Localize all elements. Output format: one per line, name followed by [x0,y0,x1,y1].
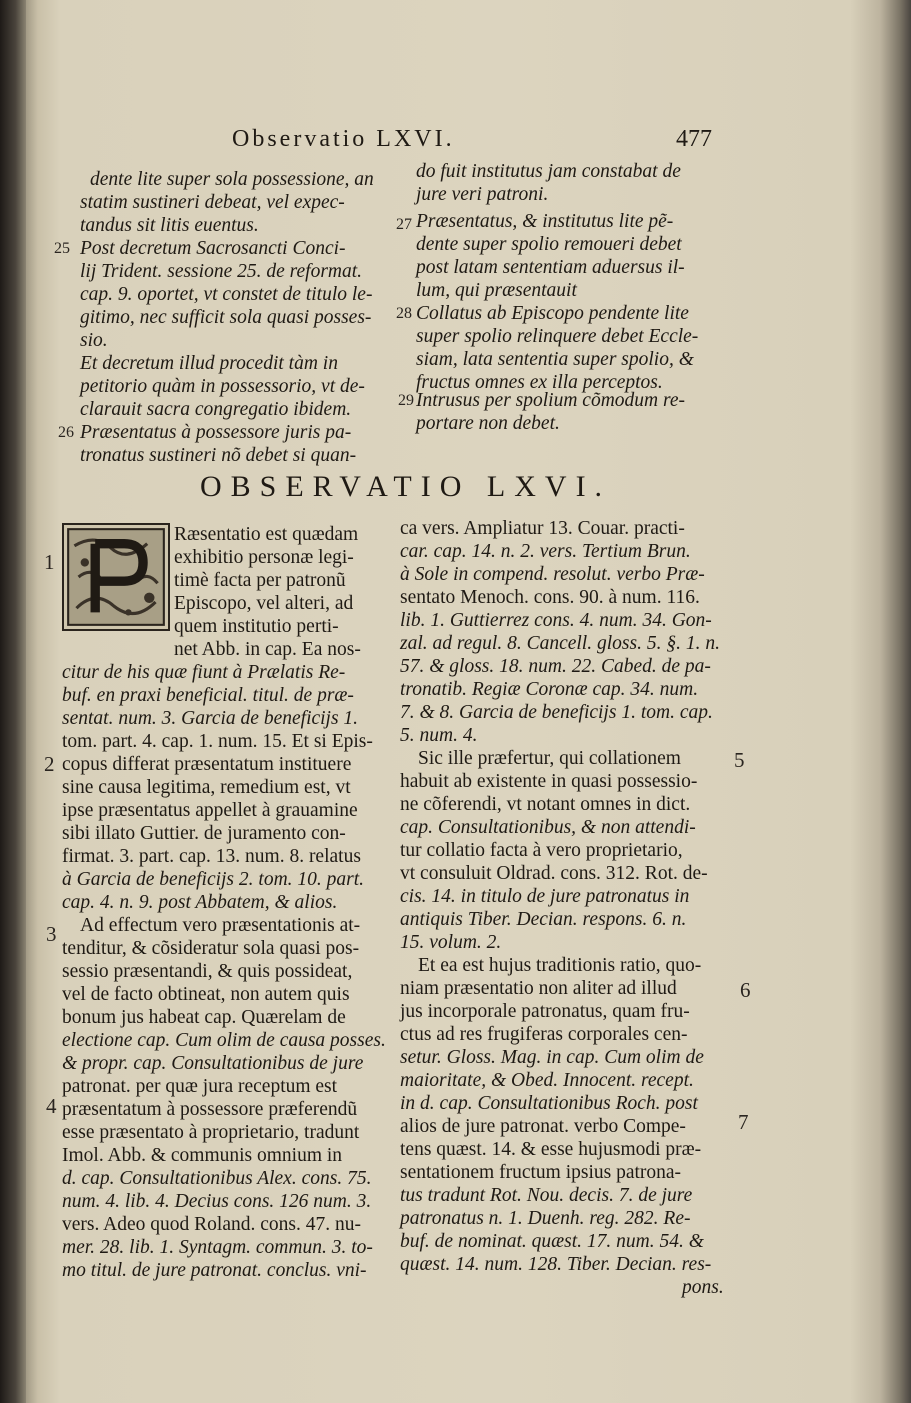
body-line: Sic ille præfertur, qui collationem [418,748,681,769]
body-line: 5. num. 4. [400,725,478,746]
body-line: niam præsentatio non aliter ad illud [400,978,677,999]
body-line: 57. & gloss. 18. num. 22. Cabed. de pa- [400,656,711,677]
summary-line: super spolio relinquere debet Eccle- [416,326,699,347]
body-line: timè facta per patronũ [174,570,346,591]
book-gutter [0,0,26,1403]
body-line: tenditur, & cõsideratur sola quasi pos- [62,938,360,959]
summary-line: lij Trident. sessione 25. de reformat. [80,261,363,282]
margin-number: 2 [44,752,55,776]
summary-line: lum, qui præsentauit [416,280,577,301]
body-line: d. cap. Consultationibus Alex. cons. 75. [62,1168,372,1189]
body-line: Et ea est hujus traditionis ratio, quo- [418,955,702,976]
decorated-initial-p-icon [62,523,170,631]
margin-number: 4 [46,1094,57,1118]
body-line: zal. ad regul. 8. Cancell. gloss. 5. §. 1. n. [400,633,720,654]
body-line: sentationem fructum ipsius patrona- [400,1162,682,1183]
body-line: tur collatio facta à vero proprietario, [400,840,683,861]
body-line: bonum jus habeat cap. Quærelam de [62,1007,346,1028]
body-line: pons. [682,1277,724,1298]
summary-line: clarauit sacra congregatio ibidem. [80,399,352,420]
body-line: cap. 4. n. 9. post Abbatem, & alios. [62,892,338,913]
summary-line: siam, lata sententia super spolio, & [416,349,694,370]
summary-line: dente lite super sola possessione, an [90,169,374,190]
page-number: 477 [676,126,712,152]
body-line: maioritate, & Obed. Innocent. recept. [400,1070,694,1091]
summary-line: Præsentatus à possessore juris pa- [80,422,352,443]
body-line: ne cõferendi, vt notant omnes in dict. [400,794,691,815]
body-line: vers. Adeo quod Roland. cons. 47. nu- [62,1214,361,1235]
body-line: vt consuluit Oldrad. cons. 312. Rot. de- [400,863,708,884]
summary-line: Collatus ab Episcopo pendente lite [416,303,689,324]
margin-number: 3 [46,922,57,946]
body-line: jus incorporale patronatus, quam fru- [400,1001,690,1022]
running-title: Observatio LXVI. [232,126,455,152]
summary-number: 25 [54,240,70,257]
body-line: citur de his quæ fiunt à Prælatis Re- [62,662,346,683]
body-line: Ad effectum vero præsentationis at- [80,915,361,936]
body-line: car. cap. 14. n. 2. vers. Tertium Brun. [400,541,691,562]
summary-line: Intrusus per spolium cõmodum re- [416,390,686,411]
observation-heading: OBSERVATIO LXVI. [200,470,612,503]
summary-line: do fuit institutus jam constabat de [416,161,681,182]
body-line: patronat. per quæ jura receptum est [62,1076,338,1097]
body-line: mer. 28. lib. 1. Syntagm. commun. 3. to- [62,1237,373,1258]
summary-line: jure veri patroni. [416,184,549,205]
body-line: lib. 1. Guttierrez cons. 4. num. 34. Gon- [400,610,712,631]
margin-number: 5 [734,748,745,772]
summary-line: gitimo, nec sufficit sola quasi posses- [80,307,372,328]
body-line: vel de facto obtineat, non autem quis [62,984,350,1005]
body-line: esse præsentato à proprietario, tradunt [62,1122,360,1143]
body-line: copus differat præsentatum instituere [62,754,352,775]
summary-line: statim sustineri debeat, vel expec- [80,192,345,213]
body-line: Episcopo, vel alteri, ad [174,593,354,614]
body-line: sentato Menoch. cons. 90. à num. 116. [400,587,700,608]
body-line: num. 4. lib. 4. Decius cons. 126 num. 3. [62,1191,372,1212]
body-line: ca vers. Ampliatur 13. Couar. practi- [400,518,685,539]
summary-line: post latam sententiam aduersus il- [416,257,685,278]
summary-line: portare non debet. [416,413,560,434]
body-line: alios de jure patronat. verbo Compe- [400,1116,686,1137]
summary-number: 28 [396,305,412,322]
summary-line: fructus omnes ex illa perceptos. [416,372,663,393]
body-line: cap. Consultationibus, & non attendi- [400,817,696,838]
body-line: 15. volum. 2. [400,932,502,953]
body-line: tus tradunt Rot. Nou. decis. 7. de jure [400,1185,693,1206]
body-line: à Garcia de beneficijs 2. tom. 10. part. [62,869,365,890]
body-line: net Abb. in cap. Ea nos- [174,639,361,660]
body-line: quem institutio perti- [174,616,339,637]
body-line: antiquis Tiber. Decian. respons. 6. n. [400,909,687,930]
body-line: patronatus n. 1. Duenh. reg. 282. Re- [400,1208,691,1229]
summary-line: Præsentatus, & institutus lite pẽ- [416,211,674,232]
body-line: quæst. 14. num. 128. Tiber. Decian. res- [400,1254,712,1275]
summary-line: cap. 9. oportet, vt constet de titulo le- [80,284,373,305]
summary-number: 29 [398,392,414,409]
body-line: sentat. num. 3. Garcia de beneficijs 1. [62,708,359,729]
summary-number: 26 [58,424,74,441]
summary-line: tronatus sustineri nõ debet si quan- [80,445,357,466]
body-line: ipse præsentatus appellet à grauamine [62,800,358,821]
body-line: firmat. 3. part. cap. 13. num. 8. relatus [62,846,361,867]
body-line: habuit ab existente in quasi possessio- [400,771,698,792]
body-line: buf. de nominat. quæst. 17. num. 54. & [400,1231,704,1252]
body-line: cis. 14. in titulo de jure patronatus in [400,886,690,907]
body-line: tronatib. Regiæ Coronæ cap. 34. num. [400,679,699,700]
body-line: in d. cap. Consultationibus Roch. post [400,1093,698,1114]
body-line: à Sole in compend. resolut. verbo Præ- [400,564,705,585]
margin-number: 6 [740,978,751,1002]
body-line: buf. en praxi beneficial. titul. de præ- [62,685,354,706]
summary-line: sio. [80,330,108,351]
body-line: sibi illato Guttier. de juramento con- [62,823,346,844]
body-line: tens quæst. 14. & esse hujusmodi præ- [400,1139,702,1160]
body-line: & propr. cap. Consultationibus de jure [62,1053,364,1074]
summary-line: Post decretum Sacrosancti Conci- [80,238,346,259]
body-line: tom. part. 4. cap. 1. num. 15. Et si Epis- [62,731,373,752]
summary-line: petitorio quàm in possessorio, vt de- [80,376,365,397]
body-line: 7. & 8. Garcia de beneficijs 1. tom. cap. [400,702,713,723]
body-line: sine causa legitima, remedium est, vt [62,777,351,798]
margin-number: 1 [44,550,55,574]
body-line: Imol. Abb. & communis omnium in [62,1145,343,1166]
body-line: mo titul. de jure patronat. conclus. vni- [62,1260,367,1281]
body-line: electione cap. Cum olim de causa posses. [62,1030,386,1051]
summary-line: Et decretum illud procedit tàm in [80,353,338,374]
summary-line: tandus sit litis euentus. [80,215,259,236]
body-line: sessio præsentandi, & quis possideat, [62,961,353,982]
body-line: exhibitio personæ legi- [174,547,354,568]
margin-number: 7 [738,1110,749,1134]
body-line: Ræsentatio est quædam [174,524,359,545]
body-line: setur. Gloss. Mag. in cap. Cum olim de [400,1047,704,1068]
summary-number: 27 [396,216,412,233]
summary-line: dente super spolio remoueri debet [416,234,682,255]
body-line: ctus ad res frugiferas corporales cen- [400,1024,688,1045]
body-line: præsentatum à possessore præferendũ [62,1099,358,1120]
